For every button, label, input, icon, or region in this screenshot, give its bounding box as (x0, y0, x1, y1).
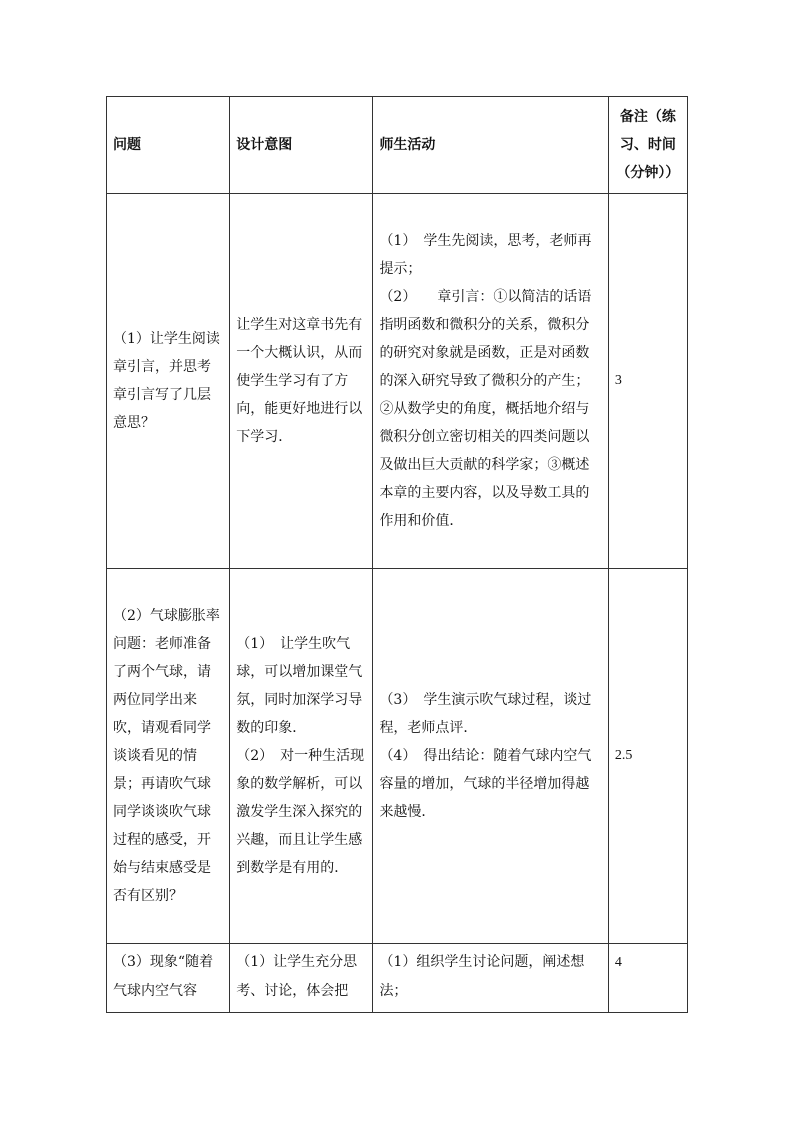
question-cell: （1）让学生阅读章引言，并思考章引言写了几层意思？ (107, 194, 230, 569)
activity-cell (373, 569, 608, 944)
header-design-intent: 设计意图 (230, 97, 373, 194)
intent-cell (230, 944, 373, 1013)
activity-item: （4） 得出结论：随着气球内空气容量的增加，气球的半径增加得越来越慢． (379, 748, 592, 820)
note-cell: 3 (608, 194, 687, 569)
note-cell: 2.5 (608, 569, 687, 944)
intent-cell: 让学生对这章书先有一个大概认识，从而使学生学习有了方向，能更好地进行以下学习． (230, 194, 373, 569)
activity-item: （1） 学生先阅读，思考，老师再提示； (379, 233, 592, 277)
activity-text: （1）组织学生讨论问题，阐述想法； (379, 954, 585, 999)
header-notes: 备注（练习、时间（分钟）） (608, 97, 687, 194)
table-row (107, 194, 688, 569)
intent-cell (230, 569, 373, 944)
question-text: （3）现象“随着气球内空气容 (113, 954, 214, 999)
activity-item: （3） 学生演示吹气球过程，谈过程，老师点评． (379, 692, 592, 736)
intent-text: （1）让学生充分思考、讨论，体会把 (236, 954, 358, 999)
activity-cell (373, 944, 608, 1013)
question-cell (107, 944, 230, 1013)
question-cell: （2）气球膨胀率问题：老师准备了两个气球，请两位同学出来吹，请观看同学谈谈看见的情景；再请吹气球同学谈谈吹气球过程的感受，开始与结束感受是否有区别？ (107, 569, 230, 944)
table-row (107, 569, 688, 944)
lesson-plan-table (106, 96, 688, 1013)
table-row (107, 944, 688, 1013)
header-teacher-student-activity: 师生活动 (373, 97, 608, 194)
activity-item: （2） 章引言：①以简洁的话语指明函数和微积分的关系，微积分的研究对象就是函数，正是对函数的深入研究导致了微积分的产生；②从数学史的角度，概括地介绍与微积分创立密切相关的四类问题以及做出巨大贡献的科学家；③概述本章的主要内容，以及导数工具的作用和价值． (379, 289, 592, 529)
header-question: 问题 (107, 97, 230, 194)
intent-item: （1） 让学生吹气球，可以增加课堂气氛，同时加深学习导数的印象． (236, 636, 363, 736)
table-header-row (107, 97, 688, 194)
intent-item: （2） 对一种生活现象的数学解析，可以激发学生深入探究的兴趣，而且让学生感到数学是有用的． (236, 748, 365, 876)
activity-cell (373, 194, 608, 569)
note-cell: 4 (608, 944, 687, 1013)
